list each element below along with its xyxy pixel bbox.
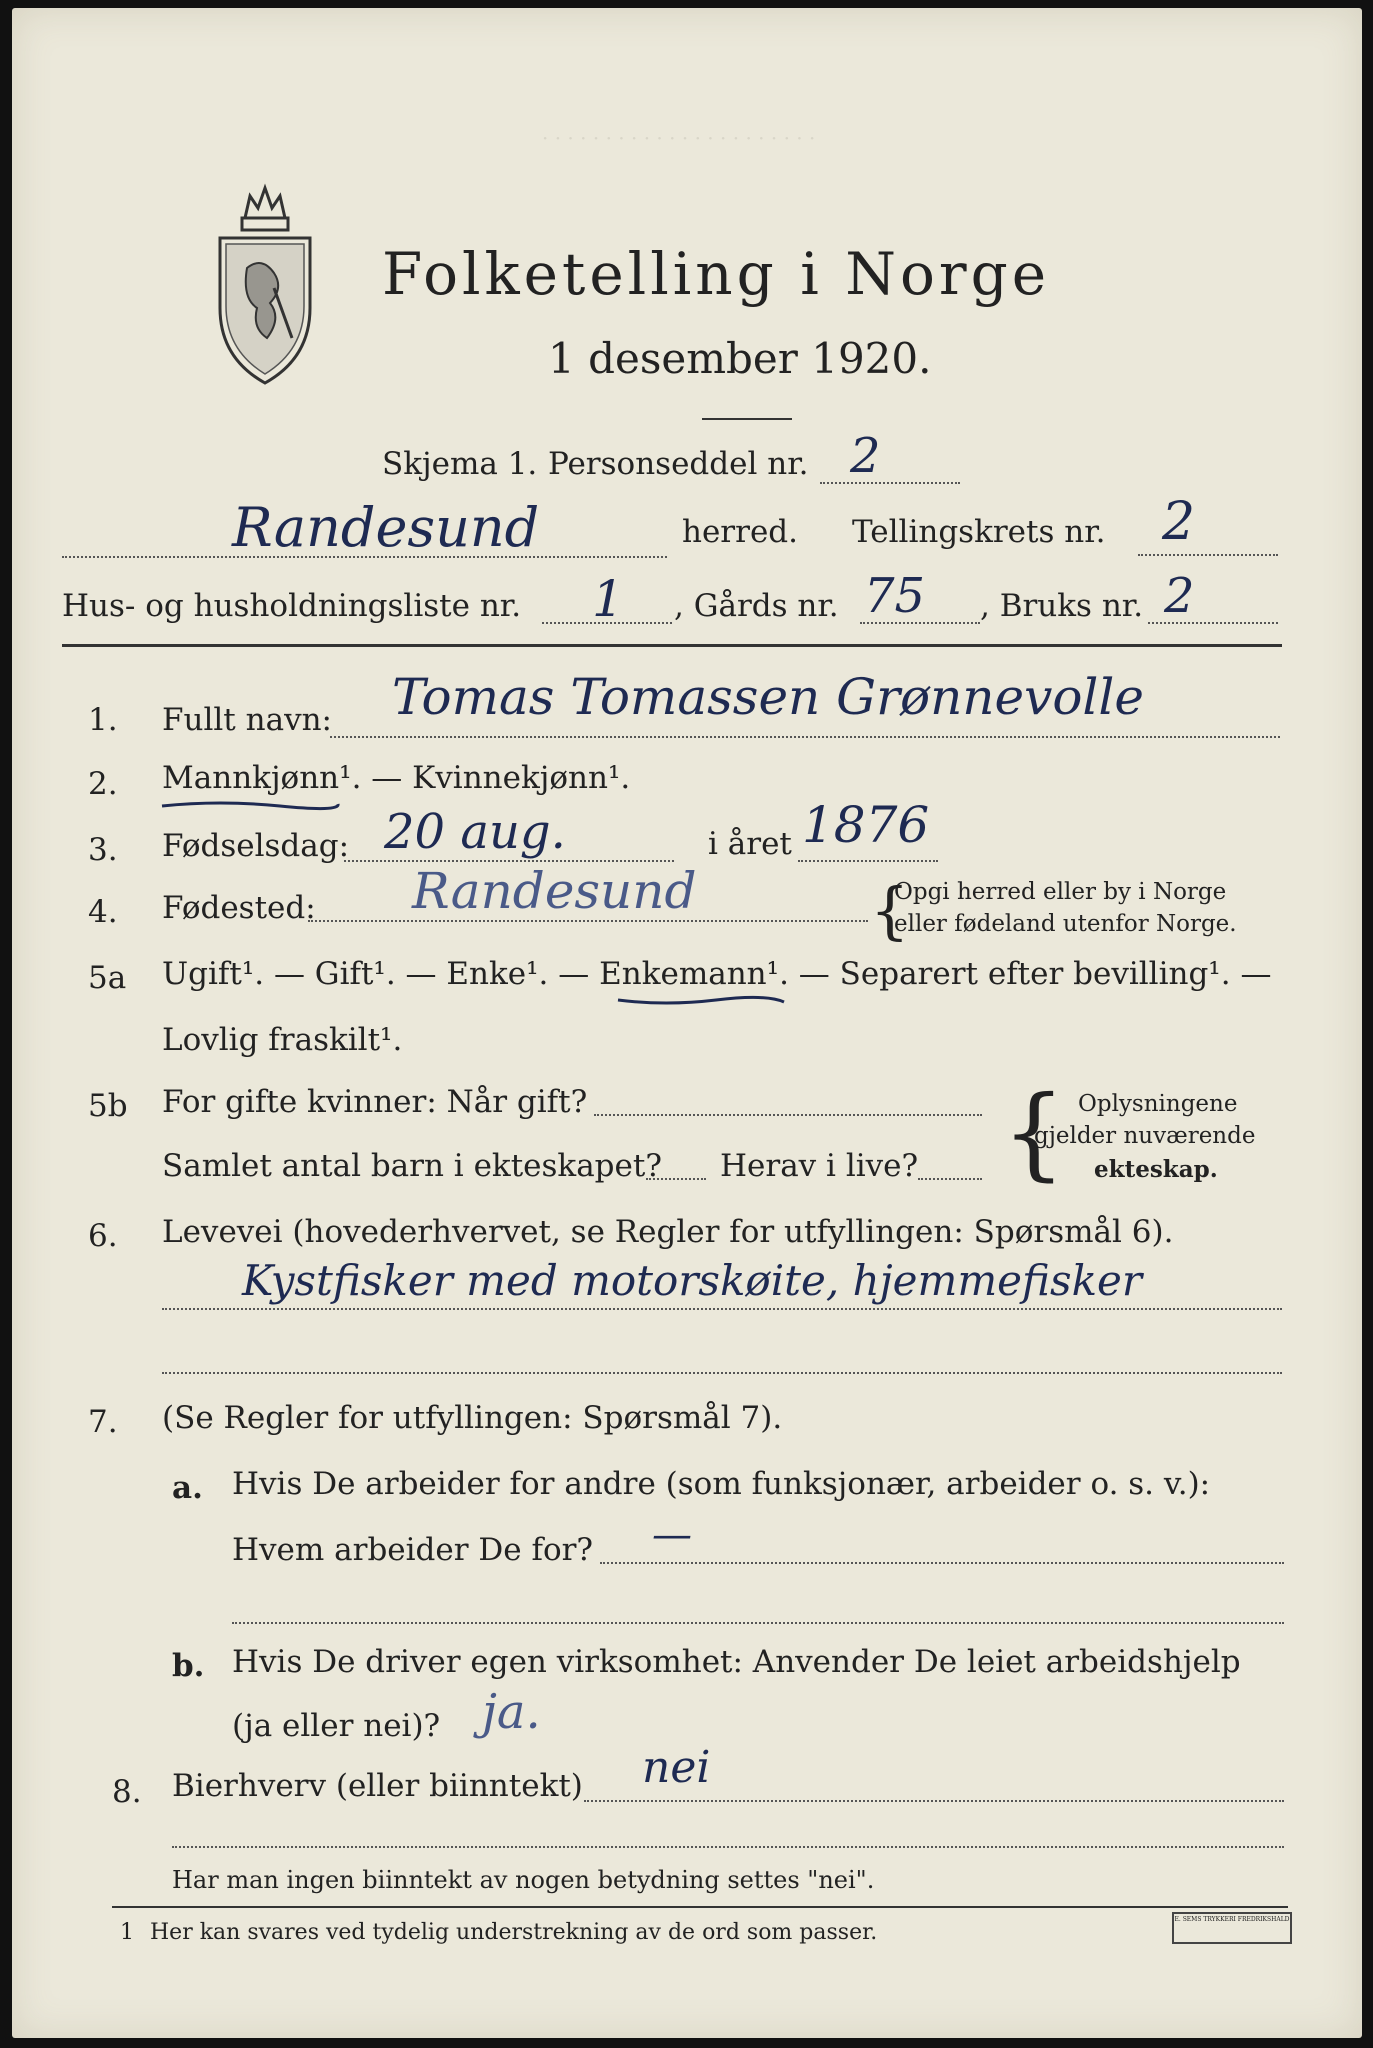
q2-label: Mannkjønn¹. — Kvinnekjønn¹. bbox=[162, 760, 631, 796]
q3-number: 3. bbox=[88, 832, 118, 868]
personseddel-label: Personseddel nr. bbox=[548, 446, 809, 482]
hus-label: Hus- og husholdningsliste nr. bbox=[62, 588, 522, 624]
q5b-note3: ekteskap. bbox=[1094, 1156, 1218, 1183]
q3-year-label: i året bbox=[708, 826, 792, 862]
q8-line bbox=[584, 1800, 1284, 1802]
q7-number: 7. bbox=[88, 1404, 118, 1440]
q4-number: 4. bbox=[88, 894, 118, 930]
footer-separator bbox=[112, 1906, 1288, 1908]
q4-label: Fødested: bbox=[162, 890, 316, 926]
printer-stamp: E. SEMS TRYKKERI FREDRIKSHALD bbox=[1172, 1912, 1292, 1944]
footnote-text: Her kan svares ved tydelig understrekning av de ord som passer. bbox=[150, 1920, 878, 1945]
q3-year-value: 1876 bbox=[802, 796, 930, 854]
q8-value: nei bbox=[642, 1742, 711, 1793]
q5a-underline-mark bbox=[616, 994, 786, 1008]
bruks-value: 2 bbox=[1164, 568, 1195, 624]
q4-brace: { bbox=[870, 874, 910, 947]
q7a-letter: a. bbox=[172, 1470, 203, 1506]
q3-day-value: 20 aug. bbox=[384, 804, 566, 860]
q5b-number: 5b bbox=[88, 1088, 128, 1124]
q7b-letter: b. bbox=[172, 1648, 205, 1684]
header-separator bbox=[62, 644, 1282, 647]
q1-line bbox=[330, 736, 1280, 738]
q5b-children-label: Samlet antal barn i ekteskapet? bbox=[162, 1148, 662, 1184]
q6-line2 bbox=[162, 1372, 1282, 1374]
bleed-through-text: · · · · · · · · · · · · · · · · · · · · · · bbox=[542, 126, 816, 150]
q7-label: (Se Regler for utfyllingen: Spørsmål 7). bbox=[162, 1400, 783, 1436]
footnote-number: 1 bbox=[120, 1920, 134, 1945]
q5b-note2: gjelder nuværende bbox=[1034, 1123, 1256, 1149]
q7a-value: — bbox=[652, 1512, 692, 1558]
q1-number: 1. bbox=[88, 702, 118, 738]
herred-label: herred. bbox=[682, 514, 798, 550]
footer-note: Har man ingen biinntekt av nogen betydning settes "nei". bbox=[172, 1866, 875, 1894]
q5b-married-line bbox=[594, 1114, 982, 1116]
q6-value: Kystfisker med motorskøite, hjemmefisker bbox=[242, 1256, 1142, 1305]
q6-label: Levevei (hovederhvervet, se Regler for utfyllingen: Spørsmål 6). bbox=[162, 1214, 1174, 1250]
q4-note-line2: eller fødeland utenfor Norge. bbox=[894, 911, 1237, 937]
tellingskrets-label: Tellingskrets nr. bbox=[852, 514, 1106, 550]
q7b-value: ja. bbox=[482, 1684, 541, 1740]
personseddel-line bbox=[820, 482, 960, 484]
q5a-line2: Lovlig fraskilt¹. bbox=[162, 1022, 403, 1058]
q6-number: 6. bbox=[88, 1218, 118, 1254]
q3-label: Fødselsdag: bbox=[162, 828, 350, 864]
form-title: Folketelling i Norge bbox=[382, 240, 1051, 308]
q7a-line-extra bbox=[232, 1622, 1284, 1624]
q4-note-line1: Opgi herred eller by i Norge bbox=[894, 879, 1227, 905]
herred-value: Randesund bbox=[232, 496, 540, 559]
gards-label: , Gårds nr. bbox=[674, 588, 839, 624]
q7a-line bbox=[600, 1562, 1284, 1564]
q7a-line1: Hvis De arbeider for andre (som funksjonær, arbeider o. s. v.): bbox=[232, 1466, 1211, 1502]
q2-underline-mark bbox=[160, 798, 340, 812]
form-date: 1 desember 1920. bbox=[548, 334, 932, 383]
q6-line1 bbox=[162, 1308, 1282, 1310]
q8-label: Bierhverv (eller biinntekt) bbox=[172, 1768, 583, 1804]
census-form-page bbox=[12, 8, 1362, 2038]
q5b-line1: For gifte kvinner: Når gift? bbox=[162, 1084, 588, 1120]
q1-value: Tomas Tomassen Grønnevolle bbox=[392, 668, 1145, 726]
q4-line bbox=[308, 920, 868, 922]
coat-of-arms-icon bbox=[212, 178, 318, 388]
schema-label: Skjema 1. bbox=[382, 446, 538, 482]
q5a-line1: Ugift¹. — Gift¹. — Enke¹. — Enkemann¹. — Separert efter bevilling¹. — bbox=[162, 956, 1272, 992]
hus-value: 1 bbox=[592, 570, 624, 628]
personseddel-value: 2 bbox=[850, 428, 881, 484]
q5b-alive-line bbox=[918, 1178, 982, 1180]
q5b-alive-label: Herav i live? bbox=[720, 1148, 919, 1184]
tellingskrets-line bbox=[1138, 554, 1278, 556]
q3-year-line bbox=[798, 860, 938, 862]
q5a-number: 5a bbox=[88, 960, 127, 996]
q1-label: Fullt navn: bbox=[162, 702, 332, 738]
q7a-line2: Hvem arbeider De for? bbox=[232, 1532, 594, 1568]
q7b-line1: Hvis De driver egen virksomhet: Anvender De leiet arbeidshjelp bbox=[232, 1644, 1241, 1680]
q5b-note1: Oplysningene bbox=[1078, 1091, 1238, 1117]
q4-value: Randesund bbox=[412, 862, 697, 920]
title-divider bbox=[702, 418, 792, 420]
tellingskrets-value: 2 bbox=[1162, 492, 1196, 552]
q5b-brace: { bbox=[1002, 1074, 1066, 1191]
q5b-children-line bbox=[646, 1178, 706, 1180]
q2-number: 2. bbox=[88, 766, 118, 802]
q8-number: 8. bbox=[112, 1774, 142, 1810]
q7b-line2: (ja eller nei)? bbox=[232, 1708, 441, 1744]
bruks-label: , Bruks nr. bbox=[980, 588, 1144, 624]
q8-line-extra bbox=[172, 1846, 1284, 1848]
gards-value: 75 bbox=[864, 568, 926, 624]
